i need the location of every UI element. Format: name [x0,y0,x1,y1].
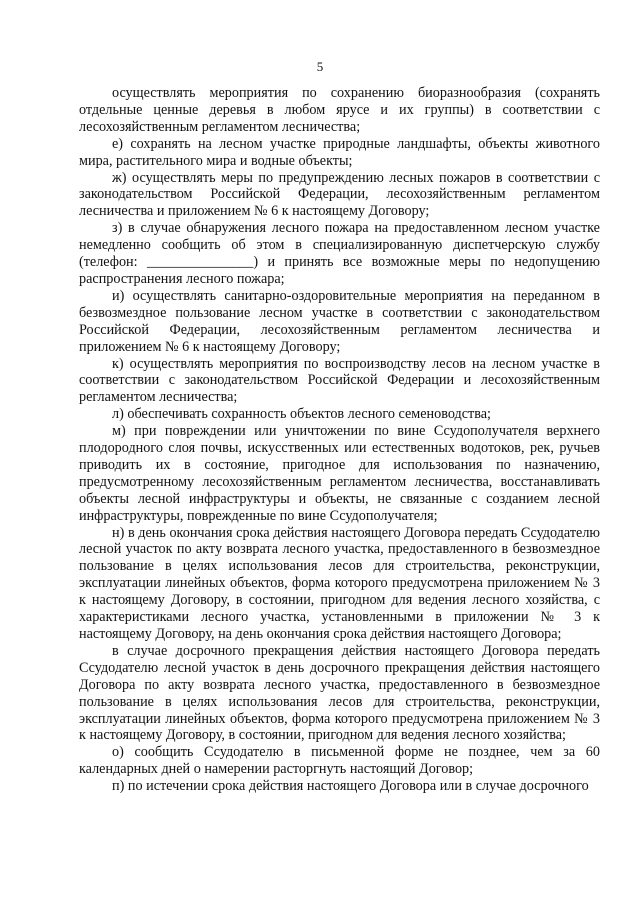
paragraph: к) осуществлять мероприятия по воспроизводству лесов на лесном участке в соответствии с законодательством Российской Федерации и лесохозяйственным регламентом лесничества; [79,355,600,406]
paragraph: н) в день окончания срока действия настоящего Договора передать Ссудодателю лесной участок по акту возврата лесного участка, предоставленного в безвозмездное пользование в целях использования лесов для строительства, реконструкции, эксплуатации линейных объектов, форма которого предусмотрена приложением № 3 к настоящему Договору, в состоянии, пригодном для ведения лесного хозяйства, с характеристиками лесного участка, установленными в приложении № 3 к настоящему Договору, на день окончания срока действия настоящего Договора; [79,524,600,642]
paragraph: п) по истечении срока действия настоящего Договора или в случае досрочного [112,778,589,795]
paragraph: и) осуществлять санитарно-оздоровительные мероприятия на переданном в безвозмездное пользование лесном участке в соответствии с законодательством Российской Федерации, лесохозяйственным регламентом лесничества и приложением № 6 к настоящему Договору; [79,287,600,355]
paragraph: з) в случае обнаружения лесного пожара на предоставленном лесном участке немедленно сообщить об этом в специализированную диспетчерскую службу (телефон: _______________) и принять все возможные меры по недопущению распространения лесного пожара; [79,220,600,287]
page-number: 5 [316,59,324,74]
paragraph: м) при повреждении или уничтожении по вине Ссудополучателя верхнего плодородного слоя почвы, искусственных или естественных водотоков, рек, ручьев приводить их в состояние, пригодное для использования по назначению, предусмотренному лесохозяйственным регламентом лесничества, восстанавливать объекты лесной инфраструктуры и объекты, не связанные с созданием лесной инфраструктуры, поврежденные по вине Ссудополучателя; [79,423,600,524]
paragraph: осуществлять мероприятия по сохранению биоразнообразия (сохранять отдельные ценные деревья в любом ярусе и их группы) в соответствии с лесохозяйственным регламентом лесничества; [79,85,600,135]
paragraph: е) сохранять на лесном участке природные ландшафты, объекты животного мира, растительного мира и водные объекты; [79,135,600,169]
paragraph: л) обеспечивать сохранность объектов лесного семеноводства; [112,406,491,423]
paragraph: в случае досрочного прекращения действия настоящего Договора передать Ссудодателю лесной участок в день досрочного прекращения действия настоящего Договора по акту возврата лесного участка, предоставленного в безвозмездное пользование в целях использования лесов для строительства, реконструкции, эксплуатации линейных объектов, форма которого предусмотрена приложением № 3 к настоящему Договору, в состоянии, пригодном для ведения лесного хозяйства; [79,642,600,744]
paragraph: ж) осуществлять меры по предупреждению лесных пожаров в соответствии с законодательством Российской Федерации, лесохозяйственным регламентом лесничества и приложением № 6 к настоящему Договору; [79,169,600,220]
document-body [79,85,600,795]
paragraph: о) сообщить Ссудодателю в письменной форме не позднее, чем за 60 календарных дней о намерении расторгнуть настоящий Договор; [79,744,600,778]
